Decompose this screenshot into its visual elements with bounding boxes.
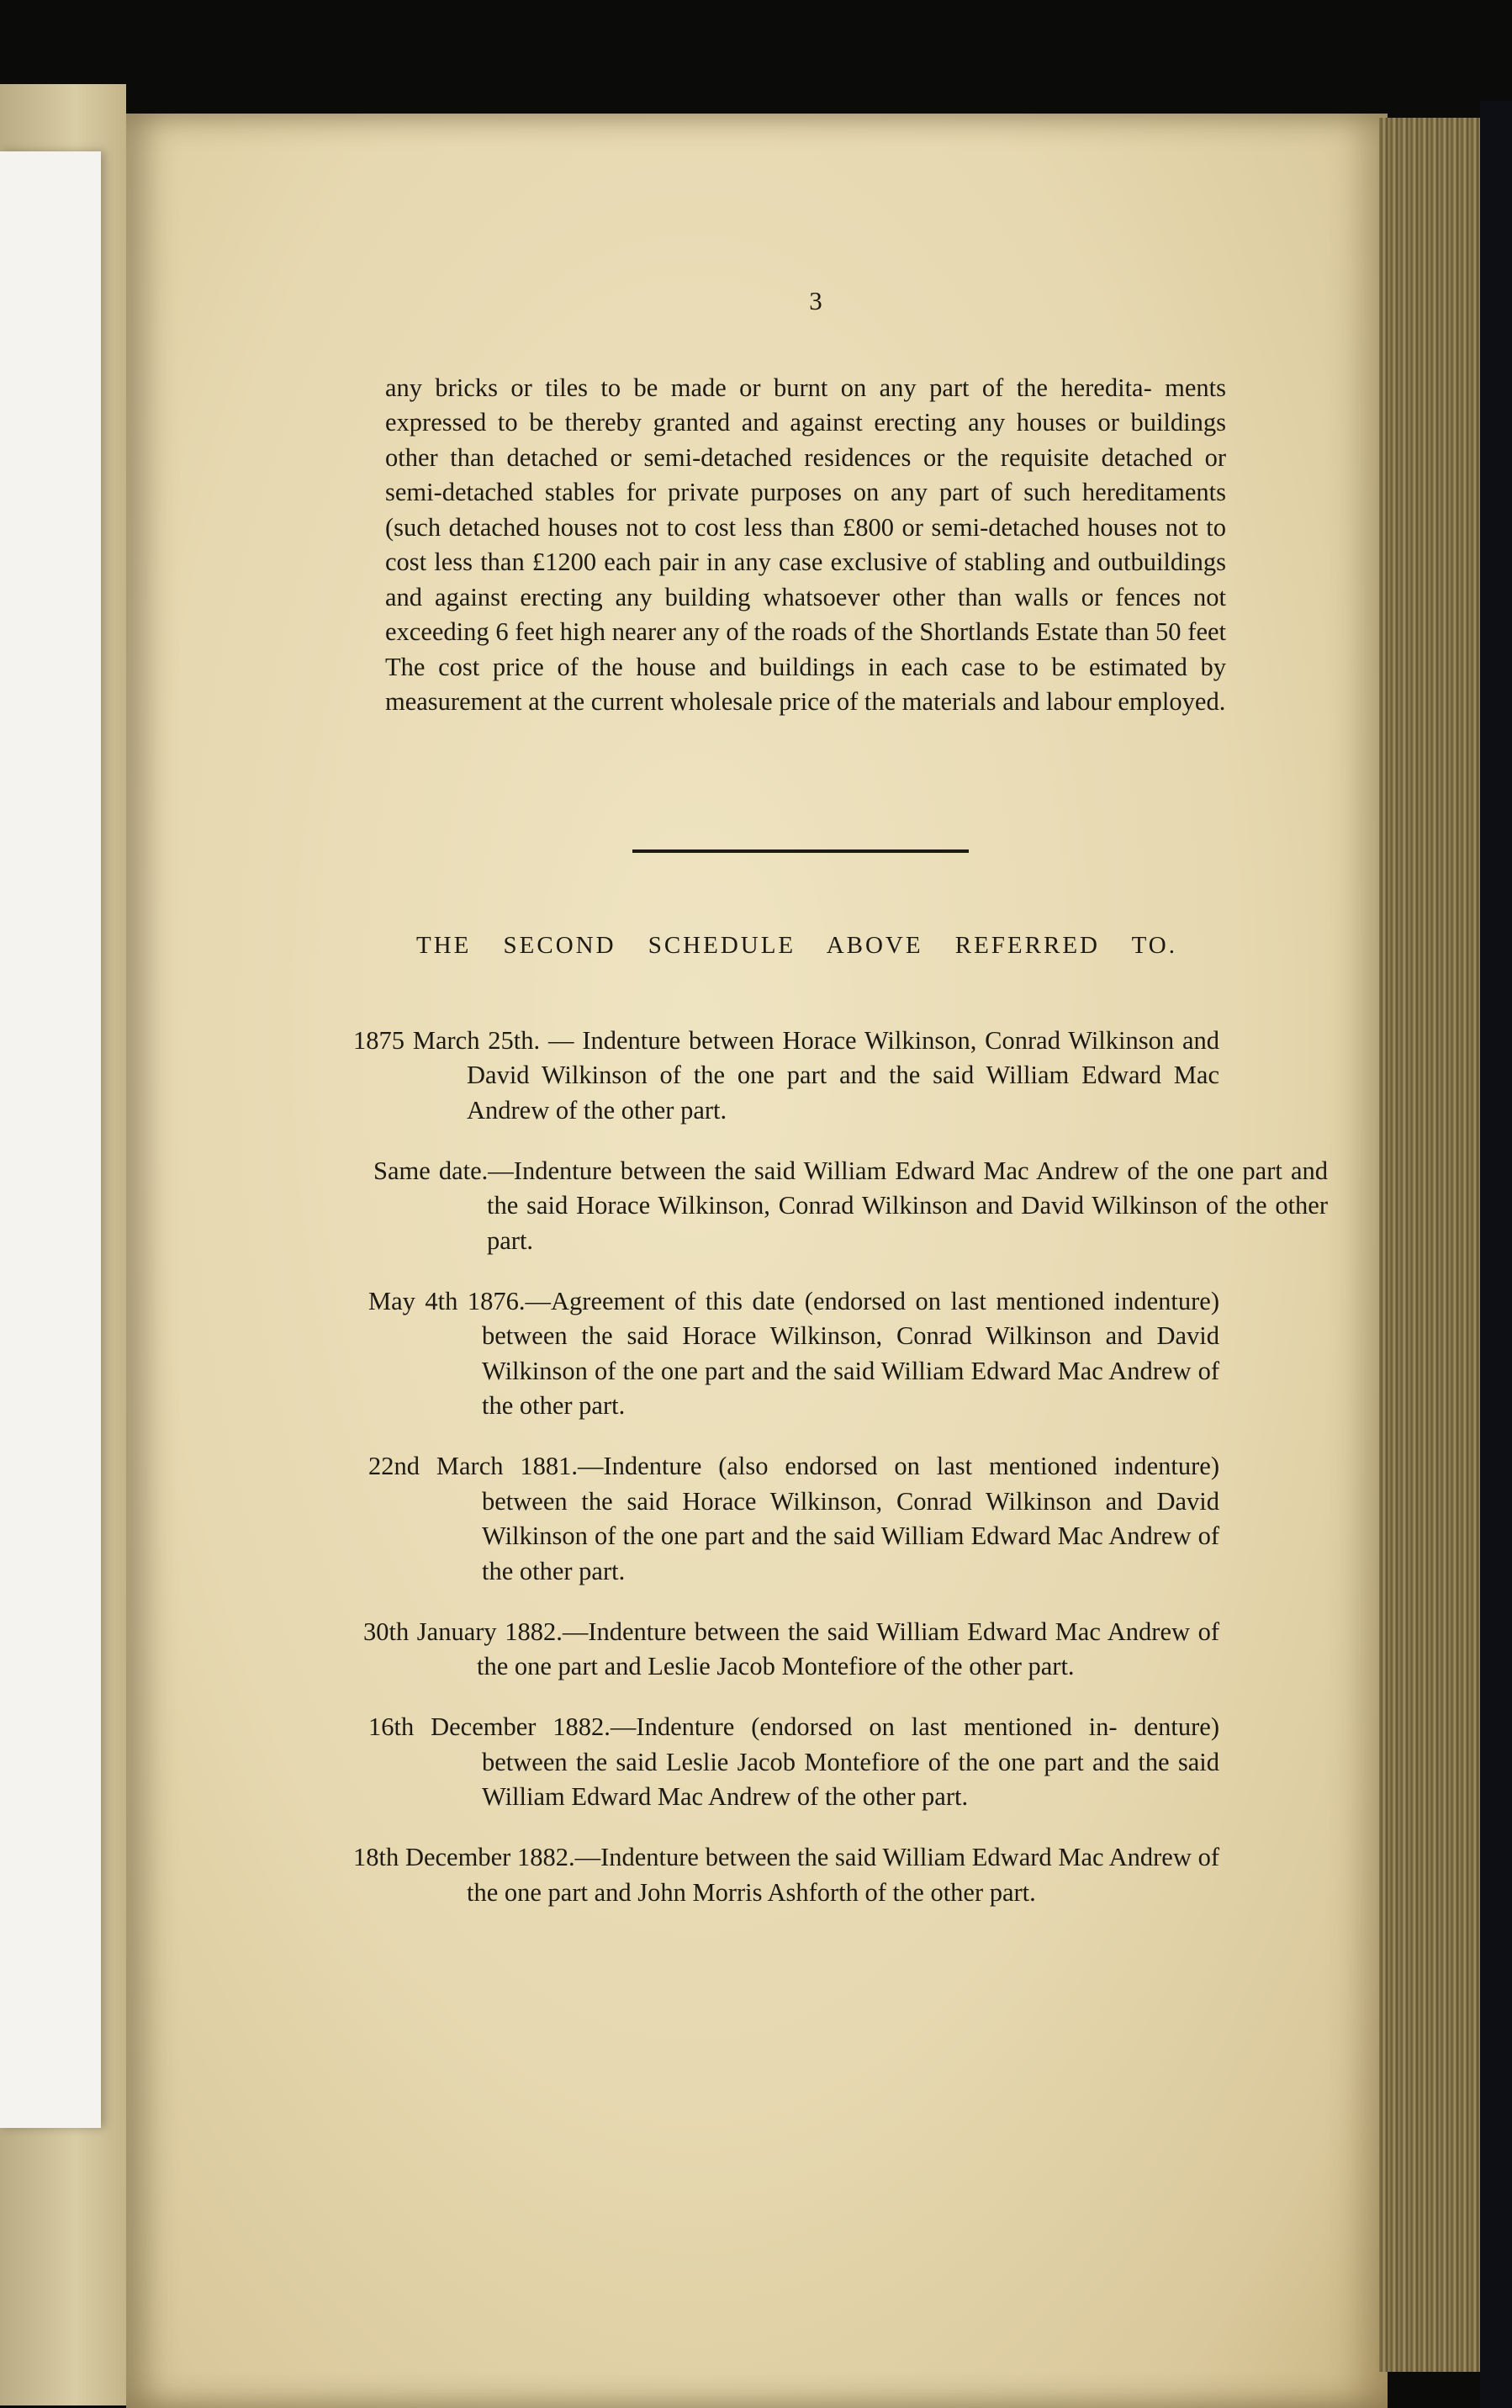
schedule-entry: 1875 March 25th. — Indenture between Horace Wilkinson, Conrad Wilkinson and David Wilkinson of the one part and the said William Edward Mac Andrew of the other part. — [353, 1025, 1219, 1125]
schedule-entry: 16th December 1882.—Indenture (endorsed on last mentioned in- denture) between the said Leslie Jacob Montefiore of the one part and the said William Edward Mac Andrew of the other part. — [368, 1712, 1219, 1811]
section-divider — [632, 849, 969, 853]
schedule-entry: 30th January 1882.—Indenture between the said William Edward Mac Andrew of the one part and Leslie Jacob Montefiore of the other part. — [363, 1617, 1219, 1680]
schedule-entry: 18th December 1882.—Indenture between the said William Edward Mac Andrew of the one part and John Morris Ashforth of the other part. — [353, 1843, 1219, 1907]
schedule-entry: 22nd March 1881.—Indenture (also endorsed on last mentioned indenture) between the said Horace Wilkinson, Conrad Wilkinson and David Wilkinson of the one part and the said William Edward Mac Andrew of the other part. — [368, 1452, 1219, 1585]
body-paragraph: any bricks or tiles to be made or burnt on any part of the heredita- ments expressed to be thereby granted and against erecting any houses or buildings other than detached or semi-detached residences or the requisite detached or semi-detached stables for private purposes on any part of such hereditaments (such detached houses not to cost less than £800 or semi-detached houses not to cost less than £1200 each pair in any case exclusive of stabling and outbuildings and against erecting any building whatsoever other than walls or fences not exceeding 6 feet high nearer any of the roads of the Shortlands Estate than 50 feet The cost price of the house and buildings in each case to be estimated by measurement at the current wholesale price of the materials and labour employed. — [385, 373, 1226, 716]
schedule-heading: THE SECOND SCHEDULE ABOVE REFERRED TO. — [416, 932, 1177, 959]
schedule-entries — [353, 998, 1328, 1933]
page-number: 3 — [809, 286, 822, 315]
schedule-entry: May 4th 1876.—Agreement of this date (endorsed on last mentioned indenture) between the said Horace Wilkinson, Conrad Wilkinson and David Wilkinson of the one part and the said William Edward Mac Andrew of the other part. — [368, 1286, 1219, 1420]
schedule-entry: Same date.—Indenture between the said William Edward Mac Andrew of the one part and the said Horace Wilkinson, Conrad Wilkinson and David Wilkinson of the other part. — [373, 1156, 1328, 1255]
